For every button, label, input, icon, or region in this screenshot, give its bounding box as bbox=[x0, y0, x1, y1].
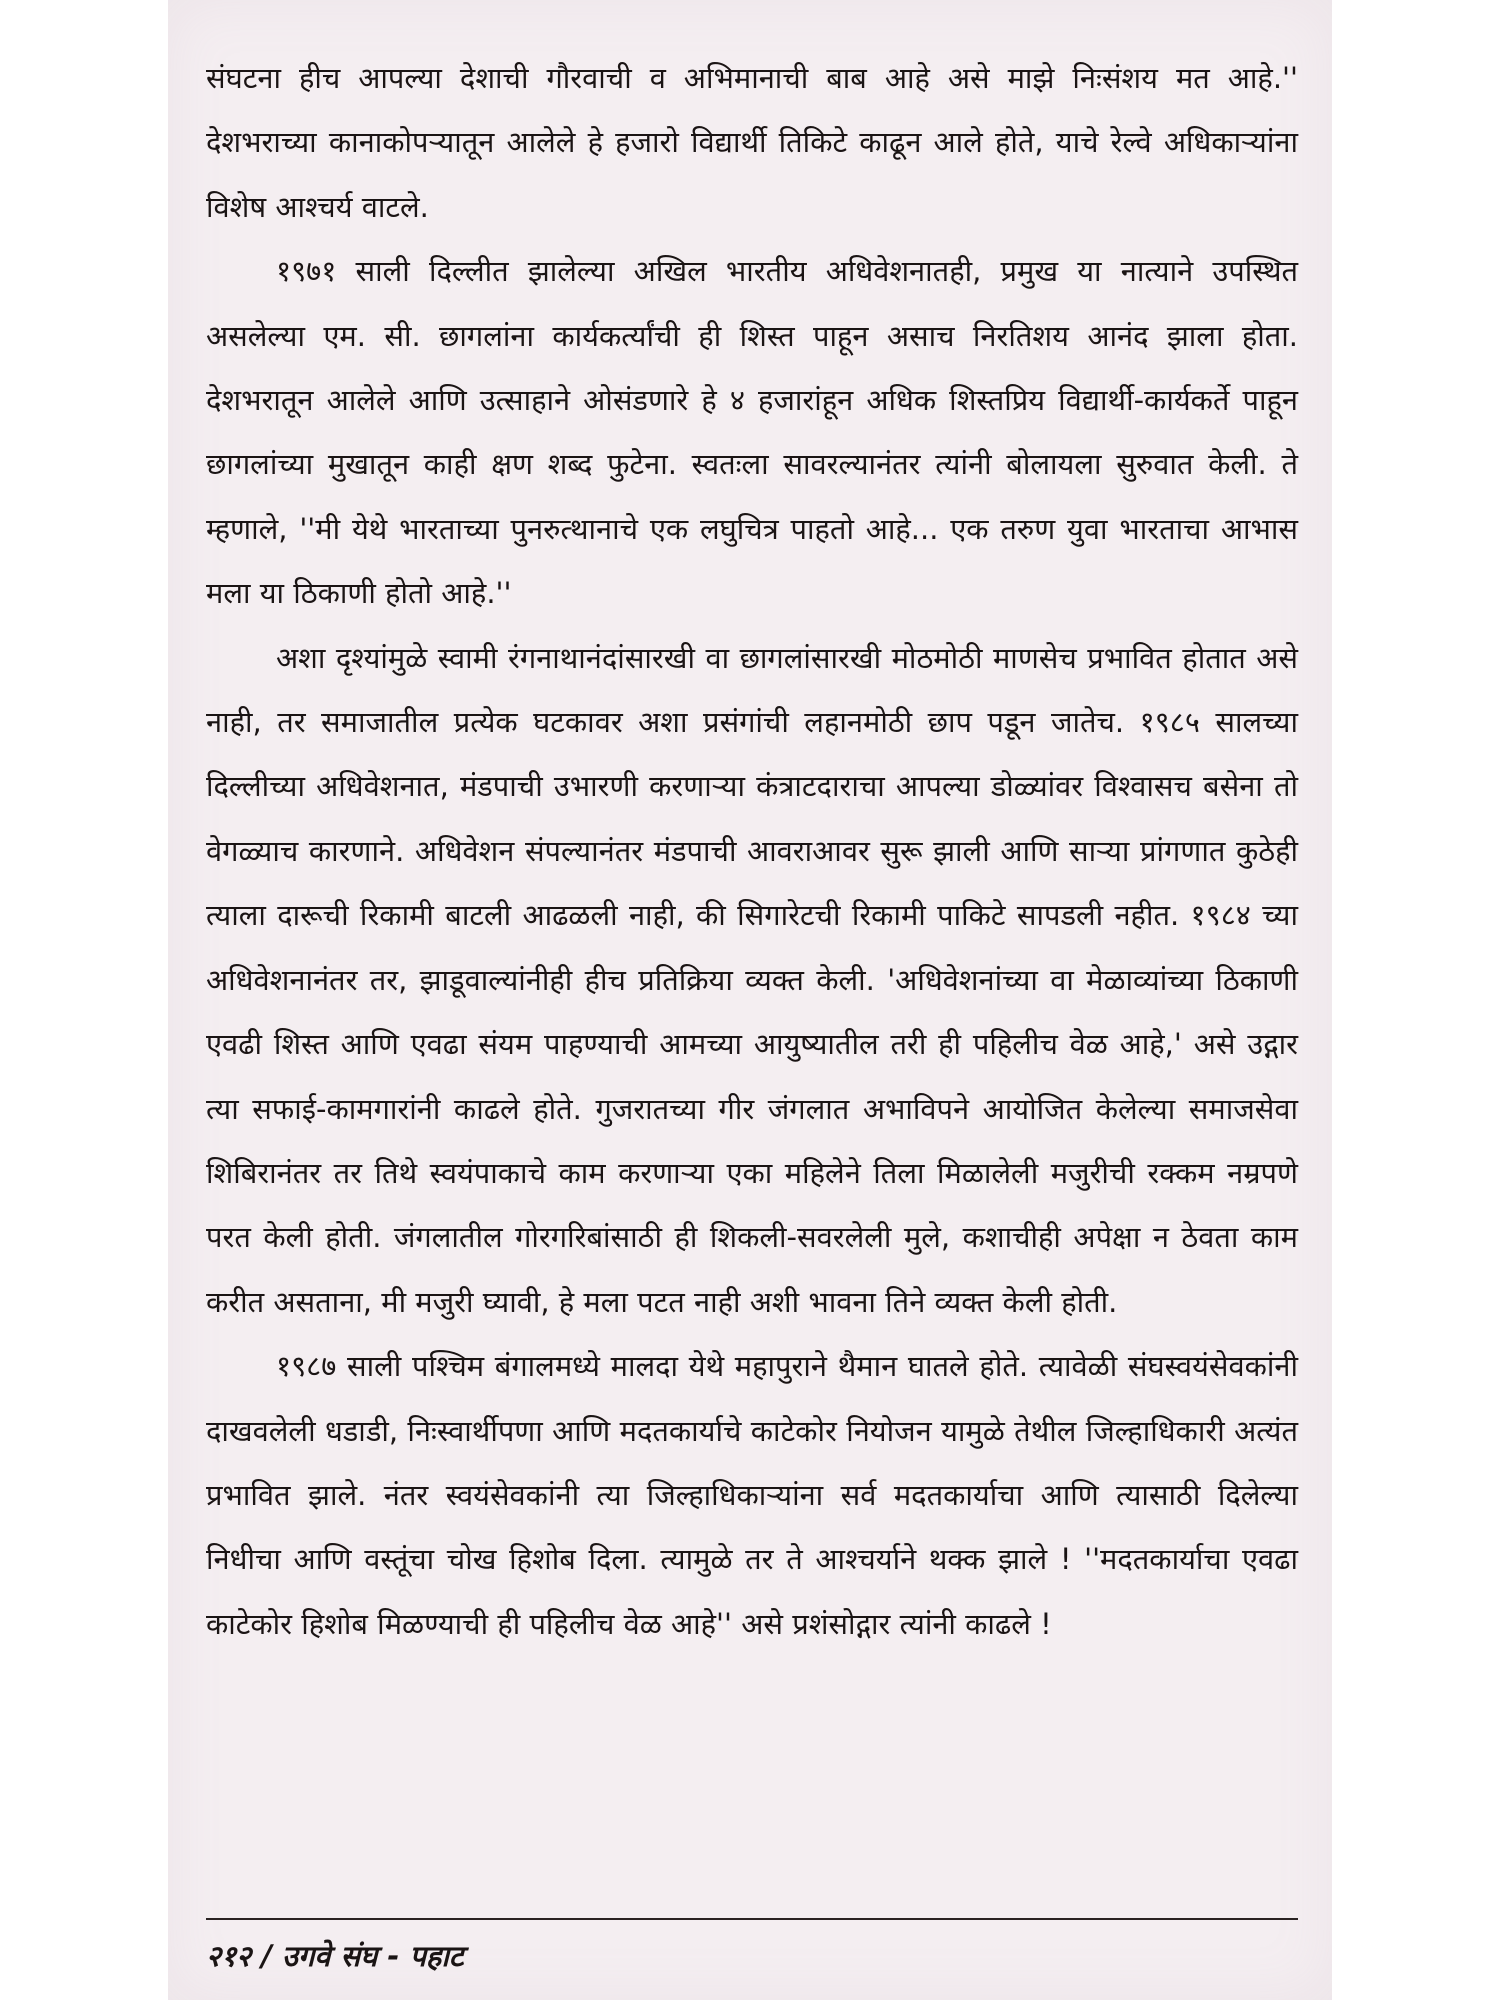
paragraph-malda-flood-1987: १९८७ साली पश्चिम बंगालमध्ये मालदा येथे महापुराने थैमान घातले होते. त्यावेळी संघस्वयंसेवकांनी दाखवलेली धडाडी, निःस्वार्थीपणा आणि मदतकार्याचे काटेकोर नियोजन यामुळे तेथील जिल्हाधिकारी अत्यंत प्रभावित झाले. नंतर स्वयंसेवकांनी त्या जिल्हाधिकाऱ्यांना सर्व मदतकार्याचा आणि त्यासाठी दिलेल्या निधीचा आणि वस्तूंचा चोख हिशोब दिला. त्यामुळे तर ते आश्चर्याने थक्क झाले ! ''मदतकार्याचा एवढा काटेकोर हिशोब मिळण्याची ही पहिलीच वेळ आहे'' असे प्रशंसोद्गार त्यांनी काढले ! bbox=[206, 1349, 1298, 1641]
paragraph-discipline-impressions: अशा दृश्यांमुळे स्वामी रंगनाथानंदांसारखी वा छागलांसारखी मोठमोठी माणसेच प्रभावित होतात असे नाही, तर समाजातील प्रत्येक घटकावर अशा प्रसंगांची लहानमोठी छाप पडून जातेच. १९८५ सालच्या दिल्लीच्या अधिवेशनात, मंडपाची उभारणी करणाऱ्या कंत्राटदाराचा आपल्या डोळ्यांवर विश्वासच बसेना तो वेगळ्याच कारणाने. अधिवेशन संपल्यानंतर मंडपाची आवराआवर सुरू झाली आणि साऱ्या प्रांगणात कुठेही त्याला दारूची रिकामी बाटली आढळली नाही, की सिगारेटची रिकामी पाकिटे सापडली नहीत. १९८४ च्या अधिवेशनानंतर तर, झाडूवाल्यांनीही हीच प्रतिक्रिया व्यक्त केली. 'अधिवेशनांच्या वा मेळाव्यांच्या ठिकाणी एवढी शिस्त आणि एवढा संयम पाहण्याची आमच्या आयुष्यातील तरी ही पहिलीच वेळ आहे,' असे उद्गार त्या सफाई-कामगारांनी काढले होते. गुजरातच्या गीर जंगलात अभाविपने आयोजित केलेल्या समाजसेवा शिबिरानंतर तर तिथे स्वयंपाकाचे काम करणाऱ्या एका महिलेने तिला मिळालेली मजुरीची रक्कम नम्रपणे परत केली होती. जंगलातील गोरगरिबांसाठी ही शिकली-सवरलेली मुले, कशाचीही अपेक्षा न ठेवता काम करीत असताना, मी मजुरी घ्यावी, हे मला पटत नाही अशी भावना तिने व्यक्त केली होती. bbox=[206, 640, 1298, 1319]
book-page bbox=[168, 0, 1332, 2000]
paragraph-continuation: संघटना हीच आपल्या देशाची गौरवाची व अभिमानाची बाब आहे असे माझे निःसंशय मत आहे.'' देशभराच्या कानाकोपऱ्यातून आलेले हे हजारो विद्यार्थी तिकिटे काढून आले होते, याचे रेल्वे अधिकाऱ्यांना विशेष आश्चर्य वाटले. bbox=[206, 61, 1298, 224]
page-number: २१२ bbox=[206, 1939, 252, 1973]
paragraph-chagla-1971: १९७१ साली दिल्लीत झालेल्या अखिल भारतीय अधिवेशनातही, प्रमुख या नात्याने उपस्थित असलेल्या एम. सी. छागलांना कार्यकर्त्यांची ही शिस्त पाहून असाच निरतिशय आनंद झाला होता. देशभरातून आलेले आणि उत्साहाने ओसंडणारे हे ४ हजारांहून अधिक शिस्तप्रिय विद्यार्थी-कार्यकर्ते पाहून छागलांच्या मुखातून काही क्षण शब्द फुटेना. स्वतःला सावरल्यानंतर त्यांनी बोलायला सुरुवात केली. ते म्हणाले, ''मी येथे भारताच्या पुनरुत्थानाचे एक लघुचित्र पाहतो आहे... एक तरुण युवा भारताचा आभास मला या ठिकाणी होतो आहे.'' bbox=[206, 254, 1298, 611]
footer-separator: / bbox=[251, 1939, 283, 1973]
footer-divider bbox=[206, 1918, 1298, 1920]
body-text bbox=[206, 46, 1298, 1656]
page-footer bbox=[206, 1928, 463, 1984]
book-title: उगवे संघ - पहाट bbox=[282, 1939, 464, 1973]
